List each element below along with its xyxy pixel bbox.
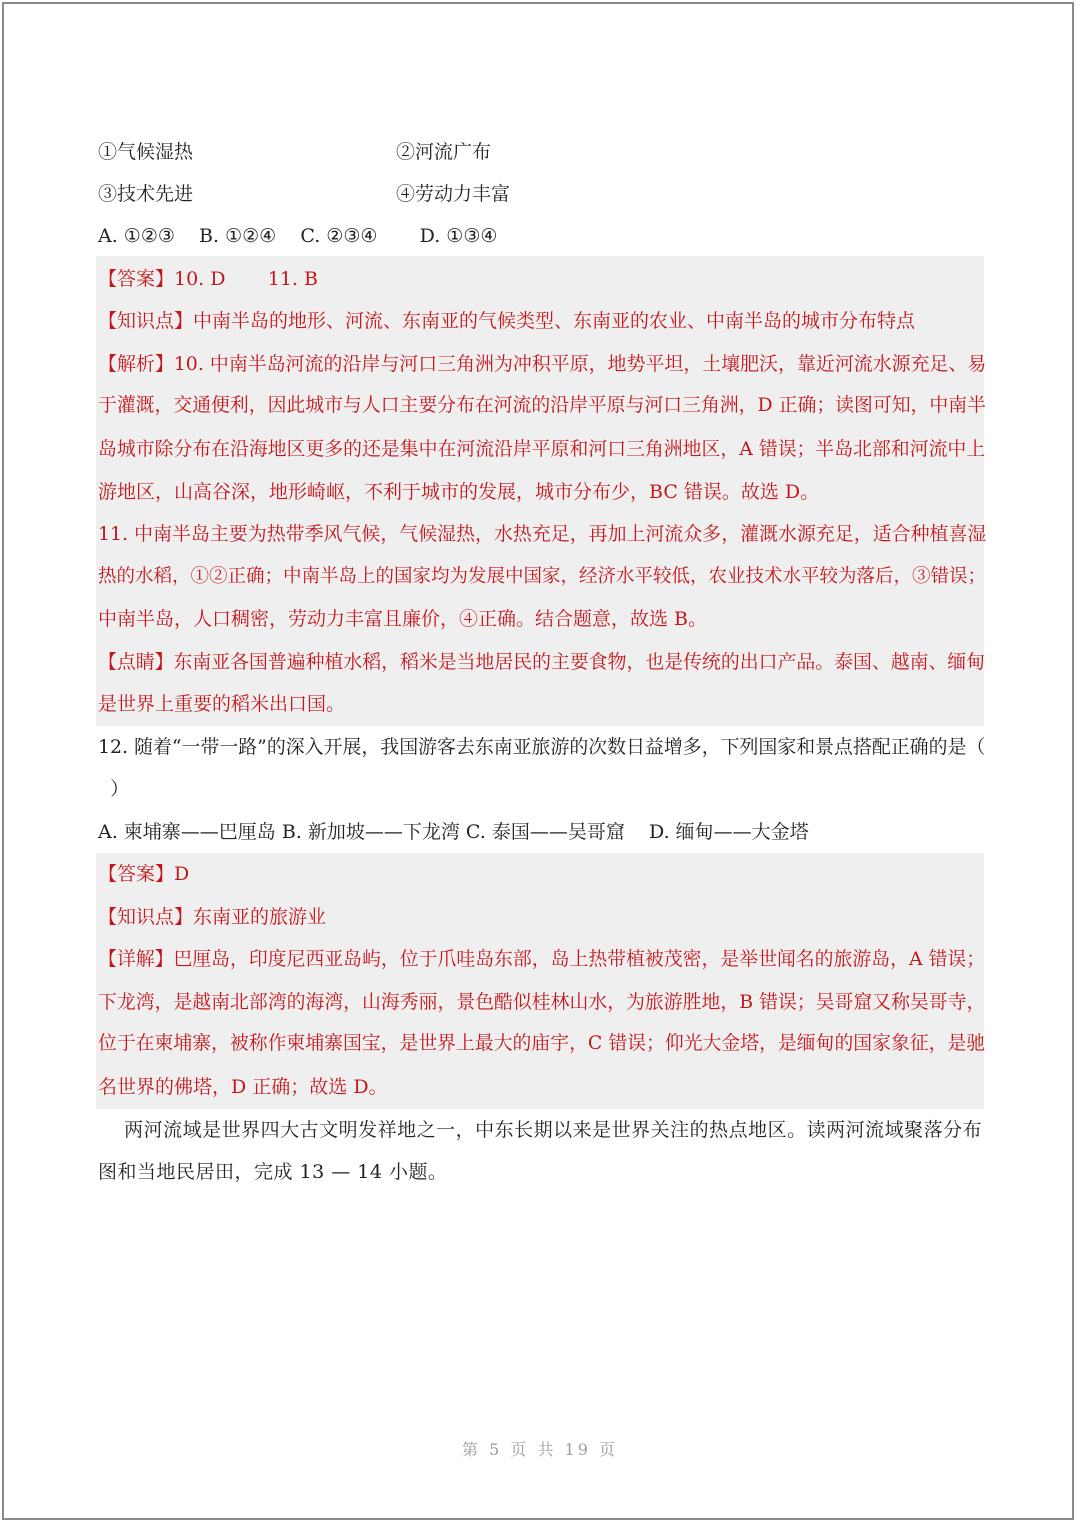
- analysis-line: 11. 中南半岛主要为热带季风气候，气候湿热，水热充足，再加上河流众多，灌溉水源充足，适合种植喜湿: [98, 523, 987, 545]
- tip-line: 【点睛】东南亚各国普遍种植水稻，稻米是当地居民的主要食物，也是传统的出口产品。泰国、越南、缅甸: [98, 651, 986, 673]
- intro-line-1: 两河流域是世界四大古文明发祥地之一，中东长期以来是世界关注的热点地区。读两河流域聚落分布: [98, 1119, 983, 1141]
- analysis-line: 游地区，山高谷深，地形崎岖，不利于城市的发展，城市分布少，BC 错误。故选 D。: [98, 481, 820, 503]
- detail-line: 位于在柬埔寨，被称作柬埔寨国宝，是世界上最大的庙宇，C 错误；仰光大金塔，是缅甸的国家象征，是驰: [98, 1033, 986, 1054]
- answer-block-2: [96, 853, 984, 1109]
- analysis-line: 于灌溉，交通便利，因此城市与人口主要分布在河流的沿岸平原与河口三角洲，D 正确；读图可知，中南半: [98, 395, 986, 416]
- option-3: ③技术先进: [98, 183, 194, 205]
- detail-line: 下龙湾，是越南北部湾的海湾，山海秀丽，景色酷似桂林山水，为旅游胜地，B 错误；吴哥窟又称吴哥寺，: [98, 991, 986, 1013]
- q12-stem-line-1: 12. 随着“一带一路”的深入开展，我国游客去东南亚旅游的次数日益增多，下列国家和景点搭配正确的是（: [98, 736, 986, 758]
- detail-line: 【详解】巴厘岛，印度尼西亚岛屿，位于爪哇岛东部，岛上热带植被茂密，是举世闻名的旅游岛，A 错误；: [98, 948, 986, 970]
- answer-line-2: 【答案】D: [98, 863, 190, 885]
- q11-choices: A. ①②③ B. ①②④ C. ②③④ D. ①③④: [98, 225, 498, 247]
- knowledge-line-2: 【知识点】东南亚的旅游业: [98, 906, 327, 928]
- option-4: ④劳动力丰富: [396, 183, 511, 205]
- option-row-2: [98, 181, 511, 207]
- tip-line: 是世界上重要的稻米出口国。: [98, 693, 346, 715]
- detail-line: 名世界的佛塔，D 正确；故选 D。: [98, 1076, 388, 1098]
- option-1: ①气候湿热: [98, 141, 194, 163]
- intro-line-2: 图和当地民居田，完成 13 — 14 小题。: [98, 1161, 448, 1183]
- q12-choices: A. 柬埔寨——巴厘岛 B. 新加坡——下龙湾 C. 泰国——吴哥窟 D. 缅甸——大金塔: [98, 821, 809, 843]
- q12-stem-line-2: ）: [98, 778, 130, 800]
- answer-line-1: 【答案】10. D 11. B: [98, 268, 318, 290]
- analysis-line: 热的水稻，①②正确；中南半岛上的国家均为发展中国家，经济水平较低，农业技术水平较为落后，③错误；: [98, 566, 987, 587]
- analysis-line: 岛城市除分布在沿海地区更多的还是集中在河流沿岸平原和河口三角洲地区，A 错误；半岛北部和河流中上: [98, 438, 986, 460]
- option-2: ②河流广布: [396, 141, 492, 163]
- analysis-line: 中南半岛，人口稠密，劳动力丰富且廉价，④正确。结合题意，故选 B。: [98, 608, 708, 630]
- option-row-1: [98, 139, 492, 165]
- knowledge-line-1: 【知识点】中南半岛的地形、河流、东南亚的气候类型、东南亚的农业、中南半岛的城市分布特点: [98, 310, 916, 332]
- analysis-line: 【解析】10. 中南半岛河流的沿岸与河口三角洲为冲积平原，地势平坦，土壤肥沃，靠近河流水源充足、易: [98, 353, 987, 375]
- page-number: 第 5 页 共 19 页: [462, 1440, 618, 1459]
